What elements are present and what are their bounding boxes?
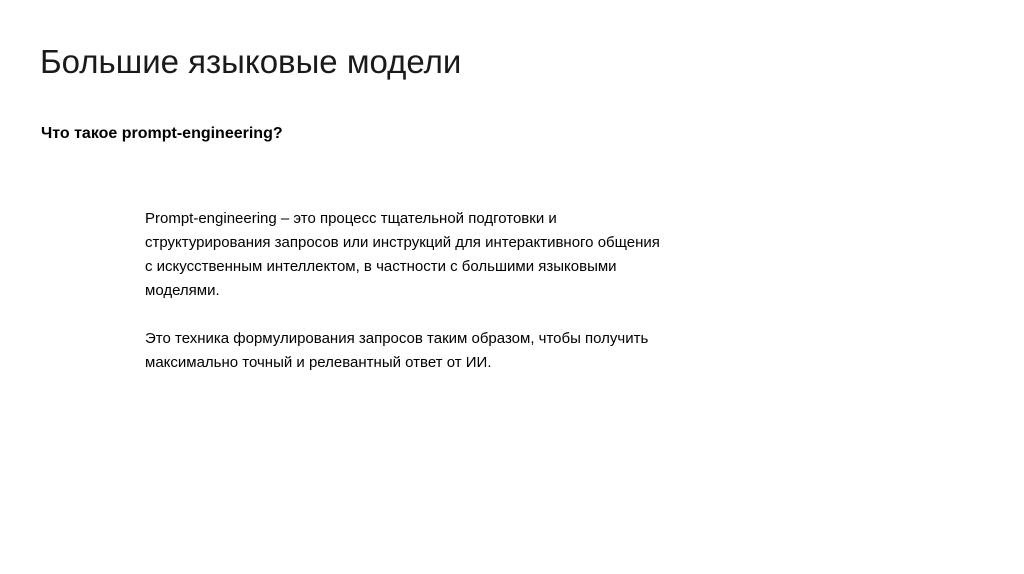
paragraph-technique bbox=[145, 327, 785, 375]
text-line: Prompt-engineering – это процесс тщательной подготовки и bbox=[145, 210, 557, 227]
slide-title: Большие языковые модели bbox=[40, 43, 462, 80]
body-text bbox=[145, 207, 785, 375]
paragraph-definition bbox=[145, 207, 785, 303]
paragraph-spacer bbox=[145, 303, 785, 327]
text-line: моделями. bbox=[145, 282, 220, 299]
text-line: структурирования запросов или инструкций для интерактивного общения bbox=[145, 234, 660, 251]
text-line: максимально точный и релевантный ответ от ИИ. bbox=[145, 354, 492, 371]
text-line: с искусственным интеллектом, в частности с большими языковыми bbox=[145, 258, 617, 275]
text-line: Это техника формулирования запросов таким образом, чтобы получить bbox=[145, 330, 649, 347]
section-heading: Что такое prompt-engineering? bbox=[41, 125, 283, 142]
